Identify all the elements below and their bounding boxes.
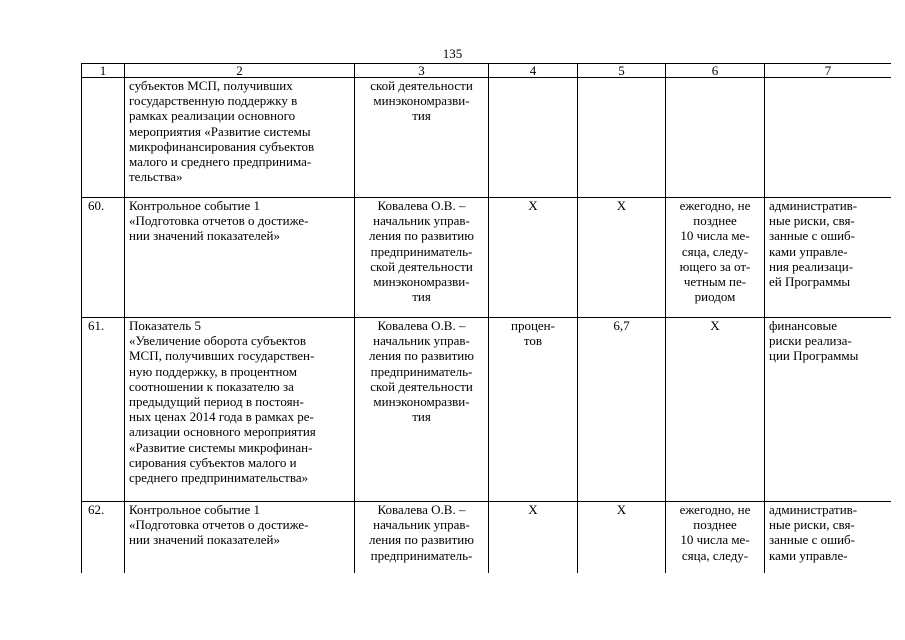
header-cell-1: 1 bbox=[82, 64, 125, 78]
row-responsible: Ковалева О.В. – начальник управ- ления по развитию предприниматель- ской деятельности минэкономразви- тия bbox=[355, 318, 489, 502]
row-event-name: Контрольное событие 1 «Подготовка отчетов о достиже- нии значений показателей» bbox=[125, 502, 355, 574]
program-table bbox=[81, 63, 891, 573]
header-cell-2: 2 bbox=[125, 64, 355, 78]
row-unit: процен- тов bbox=[489, 318, 578, 502]
row-responsible: Ковалева О.В. – начальник управ- ления по развитию предприниматель- ской деятельности минэкономразви- тия bbox=[355, 198, 489, 318]
row-deadline: Х bbox=[666, 318, 765, 502]
row-responsible: Ковалева О.В. – начальник управ- ления по развитию предприниматель- bbox=[355, 502, 489, 574]
table-row bbox=[82, 502, 892, 574]
table-row bbox=[82, 318, 892, 502]
header-cell-7: 7 bbox=[765, 64, 892, 78]
header-cell-5: 5 bbox=[578, 64, 666, 78]
row-number: 62. bbox=[82, 502, 125, 574]
row-risks: административ- ные риски, свя- занные с ошиб- ками управле- bbox=[765, 502, 892, 574]
row-value bbox=[578, 78, 666, 198]
row-deadline bbox=[666, 78, 765, 198]
row-value: 6,7 bbox=[578, 318, 666, 502]
header-cell-6: 6 bbox=[666, 64, 765, 78]
table-row bbox=[82, 78, 892, 198]
row-event-name: субъектов МСП, получивших государственную поддержку в рамках реализации основного мероприятия «Развитие системы микрофинансирования субъектов малого и среднего предпринима- тельства» bbox=[125, 78, 355, 198]
row-number bbox=[82, 78, 125, 198]
row-unit bbox=[489, 78, 578, 198]
row-value: Х bbox=[578, 502, 666, 574]
row-unit: Х bbox=[489, 502, 578, 574]
table-row bbox=[82, 198, 892, 318]
row-risks bbox=[765, 78, 892, 198]
row-deadline: ежегодно, не позднее 10 числа ме- сяца, следу- ющего за от- четным пе- риодом bbox=[666, 198, 765, 318]
row-value: Х bbox=[578, 198, 666, 318]
row-event-name: Показатель 5 «Увеличение оборота субъектов МСП, получивших государствен- ную поддержку, в процентном соотношении к показателю за предыдущий период в постоян- ных ценах 2014 года в рамках ре- ализации основного мероприятия «Развитие системы микрофинан- сирования субъектов малого и среднего предпринимательства» bbox=[125, 318, 355, 502]
row-unit: Х bbox=[489, 198, 578, 318]
row-risks: административ- ные риски, свя- занные с ошиб- ками управле- ния реализаци- ей Программы bbox=[765, 198, 892, 318]
row-deadline: ежегодно, не позднее 10 числа ме- сяца, следу- bbox=[666, 502, 765, 574]
table-container bbox=[81, 63, 891, 573]
header-cell-3: 3 bbox=[355, 64, 489, 78]
row-risks: финансовые риски реализа- ции Программы bbox=[765, 318, 892, 502]
row-number: 61. bbox=[82, 318, 125, 502]
table-header-row bbox=[82, 64, 892, 78]
header-cell-4: 4 bbox=[489, 64, 578, 78]
page-number: 135 bbox=[442, 46, 463, 61]
row-responsible: ской деятельности минэкономразви- тия bbox=[355, 78, 489, 198]
row-event-name: Контрольное событие 1 «Подготовка отчетов о достиже- нии значений показателей» bbox=[125, 198, 355, 318]
row-number: 60. bbox=[82, 198, 125, 318]
